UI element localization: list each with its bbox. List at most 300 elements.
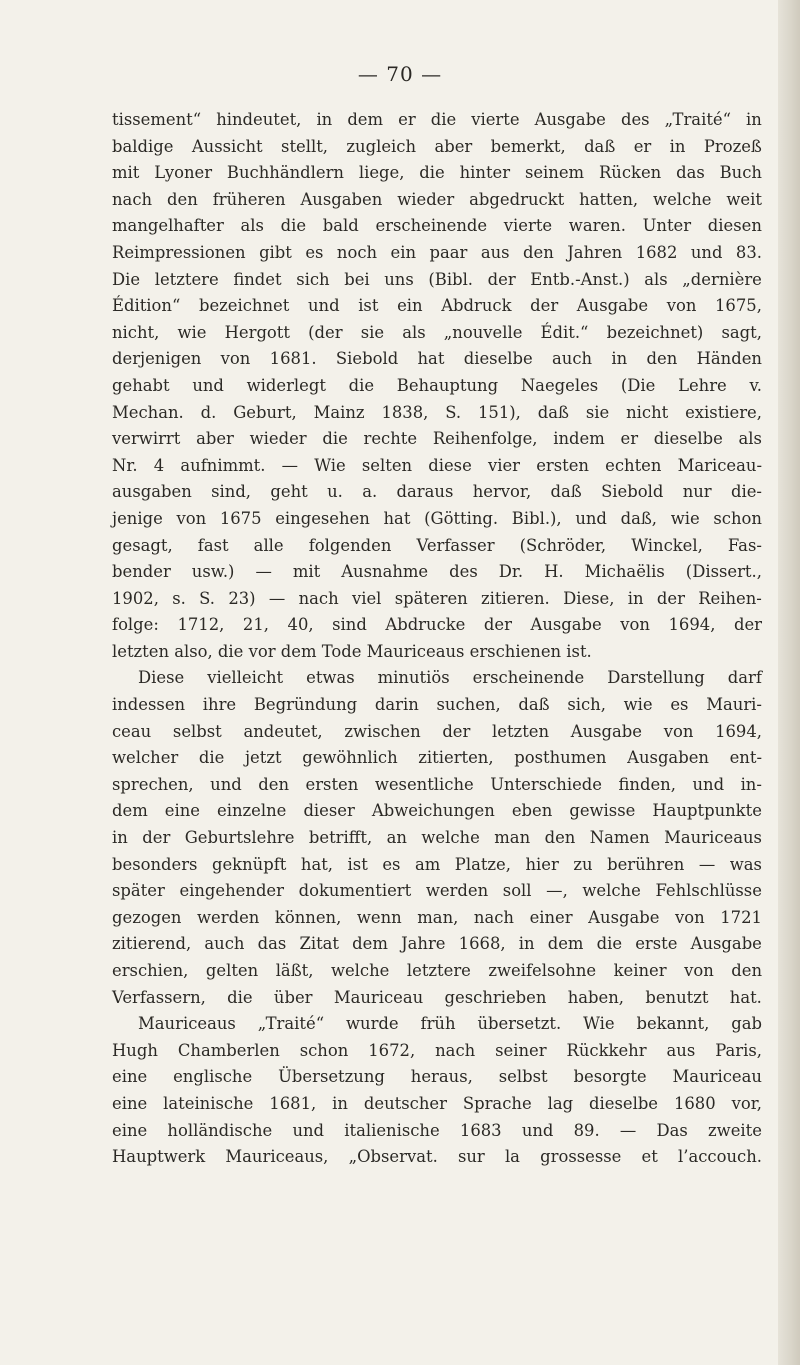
word: sie bbox=[585, 402, 610, 422]
word: wurde bbox=[345, 1014, 399, 1034]
word: seiner bbox=[495, 1040, 547, 1060]
word: letztere bbox=[406, 961, 471, 980]
word: erschien, bbox=[112, 961, 189, 980]
word: bekannt, bbox=[636, 1014, 710, 1034]
word: Buch bbox=[719, 163, 762, 183]
word: Übersetzung bbox=[278, 1067, 385, 1087]
word: nach bbox=[473, 907, 514, 927]
word: und bbox=[292, 1120, 325, 1140]
word: eingesehen bbox=[275, 508, 370, 528]
word: schon bbox=[299, 1040, 349, 1060]
word: in bbox=[332, 1093, 348, 1113]
text-line bbox=[112, 878, 762, 905]
word: Ausgabe bbox=[690, 934, 762, 954]
word: gelten bbox=[205, 961, 259, 980]
word: zitierend, bbox=[112, 934, 192, 954]
word: Aussicht bbox=[191, 136, 263, 156]
word: zweite bbox=[708, 1120, 762, 1140]
word: Hugh bbox=[112, 1040, 158, 1060]
word: Reimpressionen bbox=[112, 242, 246, 262]
word: einer bbox=[529, 907, 573, 927]
word: und bbox=[210, 774, 242, 794]
word: Platze, bbox=[454, 854, 511, 874]
word: S. bbox=[445, 402, 462, 422]
word: zu bbox=[573, 854, 593, 874]
word: widerlegt bbox=[246, 375, 326, 395]
word: Ausgabe bbox=[530, 615, 602, 635]
word: und bbox=[575, 508, 607, 528]
text-line bbox=[112, 719, 762, 746]
word: von bbox=[663, 721, 694, 741]
text-line bbox=[112, 772, 762, 799]
word: H. bbox=[544, 562, 564, 582]
word: Hergott bbox=[224, 322, 290, 342]
word: zweifelsohne bbox=[488, 961, 597, 980]
word: noch bbox=[336, 242, 378, 262]
word: ersten bbox=[305, 774, 359, 794]
word: Ausgabe bbox=[534, 110, 606, 129]
word: englische bbox=[173, 1067, 253, 1087]
word: auch bbox=[552, 349, 593, 369]
word: Winckel, bbox=[631, 535, 703, 555]
word: waren. bbox=[568, 216, 626, 236]
word: Händen bbox=[696, 349, 762, 369]
text-line bbox=[112, 852, 762, 879]
word: —, bbox=[546, 881, 568, 901]
word: dem bbox=[547, 934, 584, 954]
word: Begründung bbox=[253, 695, 358, 715]
word: Die bbox=[112, 269, 141, 289]
word: bezeichnet bbox=[198, 296, 290, 316]
text-line bbox=[112, 931, 762, 958]
word: (Götting. bbox=[424, 508, 499, 528]
text-line bbox=[112, 479, 762, 506]
word: gibt bbox=[259, 242, 292, 262]
word: v. bbox=[749, 375, 762, 395]
word: werden bbox=[425, 881, 489, 901]
word: — bbox=[281, 455, 299, 475]
word: letzten bbox=[492, 721, 550, 741]
text-line bbox=[112, 985, 762, 1012]
word: Darstellung bbox=[607, 668, 705, 688]
word: dem bbox=[347, 110, 384, 129]
word: welche bbox=[653, 189, 712, 209]
word: echten bbox=[605, 455, 662, 475]
word: daß bbox=[537, 402, 569, 422]
word: man, bbox=[417, 907, 459, 927]
text-line bbox=[112, 187, 762, 214]
word: grossesse bbox=[540, 1147, 622, 1167]
word: von bbox=[176, 508, 207, 528]
word: daraus bbox=[396, 482, 454, 502]
word: Abweichungen bbox=[371, 801, 495, 821]
word: sind bbox=[332, 615, 367, 635]
word: 1712, bbox=[177, 615, 225, 635]
word: läßt, bbox=[275, 961, 314, 980]
word: ein bbox=[390, 242, 417, 262]
word: verwirrt bbox=[112, 429, 181, 449]
word: Édition“ bbox=[112, 296, 181, 316]
text-line bbox=[112, 1011, 762, 1038]
word: Siebold bbox=[335, 349, 399, 369]
word: aus bbox=[666, 1040, 696, 1060]
word: existiere, bbox=[685, 402, 762, 422]
text-line bbox=[112, 320, 762, 347]
word: fast bbox=[197, 535, 229, 555]
word: 151), bbox=[478, 402, 521, 422]
word: der bbox=[530, 296, 559, 316]
text-line bbox=[112, 426, 762, 453]
word: den bbox=[167, 189, 198, 209]
word: 1694, bbox=[715, 721, 762, 741]
word: er bbox=[398, 110, 416, 129]
word: „nouvelle bbox=[443, 322, 523, 342]
word: Siebold bbox=[601, 482, 664, 502]
word: a. bbox=[362, 482, 378, 502]
word: — bbox=[619, 1120, 637, 1140]
word: „Traité“ bbox=[664, 110, 731, 129]
word: Naegeles bbox=[520, 375, 599, 395]
text-line bbox=[112, 506, 762, 533]
word: — bbox=[268, 588, 286, 608]
word: nach bbox=[112, 189, 153, 209]
word: Reihenfolge, bbox=[432, 429, 538, 449]
word: der bbox=[733, 615, 762, 635]
word: Mauriceaus bbox=[138, 1014, 236, 1034]
word: nicht bbox=[626, 402, 669, 422]
word: bald bbox=[322, 216, 359, 236]
word: folgenden bbox=[308, 535, 392, 555]
text-line bbox=[112, 107, 762, 134]
word: welche bbox=[330, 961, 390, 980]
word: in bbox=[669, 136, 686, 156]
word: der bbox=[142, 828, 171, 848]
word: diese bbox=[428, 455, 472, 475]
word: Verfasser bbox=[416, 535, 495, 555]
word: zitierten, bbox=[418, 748, 494, 768]
text-line bbox=[112, 1038, 762, 1065]
word: Rückkehr bbox=[566, 1040, 647, 1060]
word: die bbox=[419, 163, 445, 183]
word: lag bbox=[547, 1093, 574, 1113]
word: minutiös bbox=[377, 668, 450, 688]
text-line bbox=[112, 373, 762, 400]
word: sprechen, bbox=[112, 774, 194, 794]
word: welcher bbox=[112, 748, 179, 768]
word: 1675, bbox=[715, 296, 762, 316]
word: Ausgabe bbox=[570, 721, 642, 741]
word: sind, bbox=[211, 482, 252, 502]
word: selbst bbox=[498, 1067, 548, 1087]
word: des bbox=[449, 562, 478, 582]
word: eine bbox=[164, 801, 200, 821]
word: den bbox=[523, 242, 554, 262]
word: von bbox=[675, 907, 705, 927]
word: gewisse bbox=[569, 801, 636, 821]
word: 1681. bbox=[269, 349, 317, 369]
word: eingehender bbox=[179, 881, 284, 901]
word: besorgte bbox=[573, 1067, 647, 1087]
word: benutzt bbox=[645, 987, 709, 1007]
text-line bbox=[112, 905, 762, 932]
word: die bbox=[198, 748, 225, 768]
word: hat bbox=[417, 349, 445, 369]
word: hat. bbox=[729, 987, 762, 1007]
word: vierte bbox=[503, 216, 553, 236]
word: gezogen bbox=[112, 907, 182, 927]
word: abgedruckt bbox=[469, 189, 565, 209]
word: Buchhändlern bbox=[226, 163, 344, 183]
word: den bbox=[258, 774, 290, 794]
word: Ausgabe bbox=[588, 907, 660, 927]
word: Sprache bbox=[462, 1093, 532, 1113]
word: et bbox=[641, 1147, 658, 1167]
word: Mechan. bbox=[112, 402, 184, 422]
word: 4 bbox=[153, 455, 165, 475]
word: Ausgaben bbox=[627, 748, 709, 768]
word: 1721 bbox=[720, 907, 762, 927]
word: geht bbox=[270, 482, 308, 502]
word: gab bbox=[731, 1014, 762, 1034]
word: Unter bbox=[642, 216, 692, 236]
word: Verfassern, bbox=[112, 987, 206, 1007]
text-line bbox=[112, 692, 762, 719]
word: letztere bbox=[154, 269, 219, 289]
word: 23) bbox=[228, 588, 256, 608]
word: der bbox=[656, 588, 685, 608]
word: paar bbox=[429, 242, 468, 262]
word: etwas bbox=[306, 668, 355, 688]
word: bezeichnet) bbox=[606, 322, 704, 342]
word: wie bbox=[623, 695, 653, 715]
word: Behauptung bbox=[396, 375, 499, 395]
word: seinem bbox=[524, 163, 585, 183]
word: Diese bbox=[138, 668, 185, 688]
text-line bbox=[112, 612, 762, 639]
word: den bbox=[731, 961, 762, 980]
word: hinter bbox=[459, 163, 511, 183]
word: daß bbox=[550, 482, 582, 502]
text-line bbox=[112, 213, 762, 240]
word: er bbox=[633, 136, 652, 156]
word: erste bbox=[635, 934, 678, 954]
word: Wie bbox=[314, 455, 346, 475]
word: aufnimmt. bbox=[180, 455, 266, 475]
word: später bbox=[112, 881, 165, 901]
word: die bbox=[280, 216, 307, 236]
text-line bbox=[112, 958, 762, 985]
word: welche bbox=[582, 881, 641, 901]
word: des bbox=[620, 110, 650, 129]
word: das bbox=[257, 934, 287, 954]
word: wenn bbox=[356, 907, 402, 927]
word: wieder bbox=[397, 189, 455, 209]
word: 1675 bbox=[219, 508, 262, 528]
word: von bbox=[620, 615, 650, 635]
word: Reihen- bbox=[698, 588, 762, 608]
word: Ausgabe bbox=[576, 296, 649, 316]
word: gesagt, bbox=[112, 535, 173, 555]
word: Mauri- bbox=[706, 695, 762, 715]
word: mit bbox=[292, 562, 321, 582]
word: eben bbox=[511, 801, 553, 821]
text-line bbox=[112, 293, 762, 320]
word: zugleich bbox=[346, 136, 417, 156]
text-line bbox=[112, 533, 762, 560]
word: 83. bbox=[735, 242, 762, 262]
word: posthumen bbox=[514, 748, 607, 768]
text-line bbox=[112, 665, 762, 692]
word: 1681, bbox=[269, 1093, 317, 1113]
word: und bbox=[521, 1120, 554, 1140]
word: von bbox=[684, 961, 714, 980]
word: erscheinende bbox=[375, 216, 488, 236]
word: hier bbox=[525, 854, 559, 874]
word: in bbox=[611, 349, 628, 369]
word: viel bbox=[351, 588, 382, 608]
word: in bbox=[627, 588, 644, 608]
word: indem bbox=[553, 429, 605, 449]
word: als bbox=[644, 269, 668, 289]
word: Chamberlen bbox=[177, 1040, 280, 1060]
word: berühren bbox=[607, 854, 685, 874]
word: die bbox=[430, 110, 457, 129]
word: Entb.-Anst.) bbox=[530, 269, 630, 289]
word: dieselbe bbox=[653, 429, 723, 449]
word: Jahren bbox=[567, 242, 623, 262]
text-line bbox=[112, 1144, 762, 1171]
word: mangelhafter bbox=[112, 216, 224, 236]
word: „Traité“ bbox=[257, 1014, 325, 1034]
word: jenige bbox=[112, 508, 163, 528]
text-line bbox=[112, 160, 762, 187]
word: haben, bbox=[567, 987, 625, 1007]
word: die bbox=[348, 375, 375, 395]
word: wie bbox=[177, 322, 207, 342]
word: hat bbox=[383, 508, 411, 528]
word: ist bbox=[347, 854, 368, 874]
word: was bbox=[729, 854, 762, 874]
word: lateinische bbox=[163, 1093, 254, 1113]
text-line bbox=[112, 134, 762, 161]
word: 1680 bbox=[673, 1093, 716, 1113]
word: sich bbox=[296, 269, 330, 289]
word: geknüpft bbox=[211, 854, 287, 874]
word: es bbox=[670, 695, 689, 715]
word: als bbox=[738, 429, 762, 449]
word: mit bbox=[112, 163, 140, 183]
word: die bbox=[227, 987, 253, 1007]
word: früh bbox=[420, 1014, 456, 1034]
word: der bbox=[442, 721, 471, 741]
word: S. bbox=[199, 588, 216, 608]
word: und bbox=[192, 375, 224, 395]
word: (der bbox=[308, 322, 343, 342]
word: und bbox=[690, 242, 723, 262]
word: werden bbox=[197, 907, 260, 927]
word: früheren bbox=[212, 189, 286, 209]
word: hat, bbox=[300, 854, 334, 874]
word: sie bbox=[360, 322, 385, 342]
word: weit bbox=[726, 189, 762, 209]
word: (Bibl. bbox=[428, 269, 474, 289]
word: Hauptwerk bbox=[112, 1147, 206, 1167]
text-line bbox=[112, 798, 762, 825]
word: den bbox=[544, 828, 576, 848]
word: Mauriceau bbox=[333, 987, 424, 1007]
word: ent- bbox=[729, 748, 762, 768]
page-edge bbox=[778, 0, 800, 1365]
word: sur bbox=[457, 1147, 485, 1167]
word: über bbox=[273, 987, 313, 1007]
word: diesen bbox=[707, 216, 762, 236]
word: selbst bbox=[172, 721, 222, 741]
word: Geburt, bbox=[233, 402, 297, 422]
word: Abdrucke bbox=[385, 615, 466, 635]
text-line bbox=[112, 346, 762, 373]
word: vier bbox=[487, 455, 521, 475]
word: Hauptpunkte bbox=[652, 801, 762, 821]
text-line bbox=[112, 825, 762, 852]
word: und bbox=[307, 296, 340, 316]
word: Mariceau- bbox=[677, 455, 762, 475]
word: bender bbox=[112, 562, 171, 582]
word: bei bbox=[344, 269, 370, 289]
word: Mauriceau bbox=[672, 1067, 762, 1087]
word: uns bbox=[384, 269, 414, 289]
word: in bbox=[316, 110, 333, 129]
word: Michaëlis bbox=[584, 562, 665, 582]
text-line bbox=[112, 240, 762, 267]
word: Rücken bbox=[598, 163, 662, 183]
word: bemerkt, bbox=[490, 136, 566, 156]
word: hatten, bbox=[579, 189, 639, 209]
word: Édit.“ bbox=[540, 322, 589, 342]
word: wieder bbox=[249, 429, 307, 449]
word: die bbox=[322, 429, 348, 449]
word: baldige bbox=[112, 136, 174, 156]
word: ein bbox=[397, 296, 423, 316]
word: einzelne bbox=[217, 801, 287, 821]
word: die bbox=[596, 934, 623, 954]
word: von bbox=[666, 296, 697, 316]
text-line bbox=[112, 745, 762, 772]
word: er bbox=[620, 429, 639, 449]
word: alle bbox=[253, 535, 284, 555]
word: italienische bbox=[344, 1120, 440, 1140]
word: 1668, bbox=[458, 934, 506, 954]
word: eine bbox=[112, 1067, 148, 1087]
text-line bbox=[112, 559, 762, 586]
word: Diese, bbox=[563, 588, 615, 608]
word: s. bbox=[172, 588, 186, 608]
word: die- bbox=[730, 482, 762, 502]
word: holländische bbox=[167, 1120, 273, 1140]
word: dem bbox=[112, 801, 148, 821]
word: Das bbox=[656, 1120, 688, 1140]
word: wie bbox=[670, 508, 700, 528]
word: vierte bbox=[471, 110, 520, 129]
word: ist bbox=[358, 296, 379, 316]
text-line bbox=[112, 453, 762, 480]
word: in bbox=[518, 934, 535, 954]
word: 89. bbox=[573, 1120, 600, 1140]
word: wesentliche bbox=[374, 774, 474, 794]
word: findet bbox=[233, 269, 282, 289]
word: liege, bbox=[358, 163, 405, 183]
text-line bbox=[112, 1064, 762, 1091]
word: in bbox=[112, 828, 128, 848]
